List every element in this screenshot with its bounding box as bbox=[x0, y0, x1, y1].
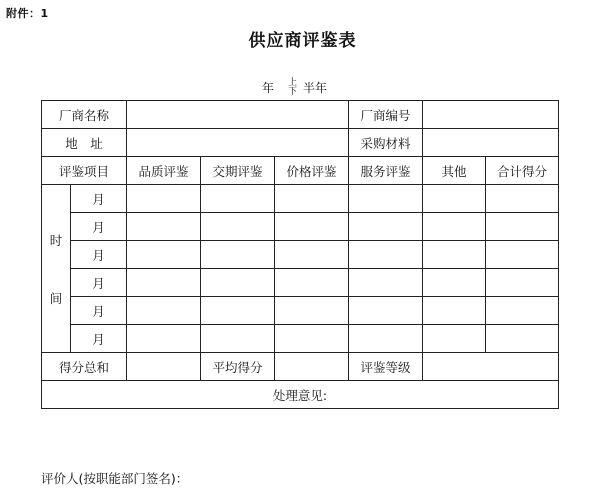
time-label-cell bbox=[42, 185, 71, 353]
materials-label: 采购材料 bbox=[349, 129, 423, 157]
score-cell[interactable] bbox=[423, 241, 486, 269]
score-cell[interactable] bbox=[275, 185, 349, 213]
vendor-name-field[interactable] bbox=[127, 101, 349, 129]
vendor-no-field[interactable] bbox=[423, 101, 559, 129]
month-label: 月 bbox=[71, 185, 127, 213]
score-cell[interactable] bbox=[486, 269, 559, 297]
col-header-service: 服务评鉴 bbox=[349, 157, 423, 185]
score-cell[interactable] bbox=[127, 269, 201, 297]
vendor-name-label: 厂商名称 bbox=[42, 101, 127, 129]
address-label: 地 址 bbox=[42, 129, 127, 157]
table-row bbox=[42, 185, 559, 213]
score-cell[interactable] bbox=[349, 269, 423, 297]
total-score-field[interactable] bbox=[127, 353, 201, 381]
score-cell[interactable] bbox=[486, 325, 559, 353]
score-cell[interactable] bbox=[275, 325, 349, 353]
score-cell[interactable] bbox=[423, 269, 486, 297]
score-cell[interactable] bbox=[127, 297, 201, 325]
summary-row bbox=[42, 353, 559, 381]
half-selector bbox=[288, 79, 297, 97]
signer-label: 评价人(按职能部门签名)： bbox=[41, 471, 189, 486]
evaluation-table bbox=[41, 100, 559, 409]
score-cell[interactable] bbox=[275, 213, 349, 241]
address-field[interactable] bbox=[127, 129, 349, 157]
score-cell[interactable] bbox=[201, 241, 275, 269]
score-cell[interactable] bbox=[486, 213, 559, 241]
attachment-label: 附件：1 bbox=[6, 7, 49, 20]
table-row bbox=[42, 297, 559, 325]
month-label: 月 bbox=[71, 325, 127, 353]
table-header-row bbox=[42, 157, 559, 185]
score-cell[interactable] bbox=[349, 185, 423, 213]
materials-field[interactable] bbox=[423, 129, 559, 157]
score-cell[interactable] bbox=[486, 241, 559, 269]
col-header-total: 合计得分 bbox=[486, 157, 559, 185]
average-score-field[interactable] bbox=[275, 353, 349, 381]
score-cell[interactable] bbox=[201, 185, 275, 213]
total-score-label: 得分总和 bbox=[42, 353, 127, 381]
lower-half-option: 下 bbox=[288, 87, 298, 97]
comment-field[interactable] bbox=[42, 381, 559, 409]
col-header-price: 价格评鉴 bbox=[275, 157, 349, 185]
table-row bbox=[42, 213, 559, 241]
comment-label: 处理意见: bbox=[272, 387, 328, 403]
month-label: 月 bbox=[71, 241, 127, 269]
col-header-item: 评鉴项目 bbox=[42, 157, 127, 185]
month-label: 月 bbox=[71, 213, 127, 241]
score-cell[interactable] bbox=[201, 213, 275, 241]
table-row bbox=[42, 241, 559, 269]
vendor-no-label: 厂商编号 bbox=[349, 101, 423, 129]
comment-row bbox=[42, 381, 559, 409]
score-cell[interactable] bbox=[423, 325, 486, 353]
score-cell[interactable] bbox=[127, 325, 201, 353]
table-row bbox=[42, 129, 559, 157]
score-cell[interactable] bbox=[349, 241, 423, 269]
grade-field[interactable] bbox=[423, 353, 559, 381]
col-header-delivery: 交期评鉴 bbox=[201, 157, 275, 185]
page-title: 供应商评鉴表 bbox=[248, 31, 357, 51]
score-cell[interactable] bbox=[423, 297, 486, 325]
score-cell[interactable] bbox=[275, 241, 349, 269]
score-cell[interactable] bbox=[349, 213, 423, 241]
score-cell[interactable] bbox=[275, 297, 349, 325]
table-row bbox=[42, 101, 559, 129]
period-line bbox=[262, 78, 327, 98]
year-label: 年 bbox=[262, 81, 275, 95]
score-cell[interactable] bbox=[423, 213, 486, 241]
time-label-char: 间 bbox=[49, 290, 63, 306]
col-header-quality: 品质评鉴 bbox=[127, 157, 201, 185]
time-label-char: 时 bbox=[49, 232, 63, 248]
score-cell[interactable] bbox=[127, 241, 201, 269]
score-cell[interactable] bbox=[127, 213, 201, 241]
month-label: 月 bbox=[71, 297, 127, 325]
score-cell[interactable] bbox=[486, 185, 559, 213]
col-header-other: 其他 bbox=[423, 157, 486, 185]
upper-half-option: 上 bbox=[288, 78, 298, 88]
score-cell[interactable] bbox=[201, 325, 275, 353]
score-cell[interactable] bbox=[201, 269, 275, 297]
month-label: 月 bbox=[71, 269, 127, 297]
average-score-label: 平均得分 bbox=[201, 353, 275, 381]
half-year-label: 半年 bbox=[303, 81, 328, 95]
table-row bbox=[42, 269, 559, 297]
score-cell[interactable] bbox=[201, 297, 275, 325]
score-cell[interactable] bbox=[349, 297, 423, 325]
score-cell[interactable] bbox=[127, 185, 201, 213]
score-cell[interactable] bbox=[423, 185, 486, 213]
score-cell[interactable] bbox=[349, 325, 423, 353]
table-row bbox=[42, 325, 559, 353]
score-cell[interactable] bbox=[486, 297, 559, 325]
grade-label: 评鉴等级 bbox=[349, 353, 423, 381]
score-cell[interactable] bbox=[275, 269, 349, 297]
